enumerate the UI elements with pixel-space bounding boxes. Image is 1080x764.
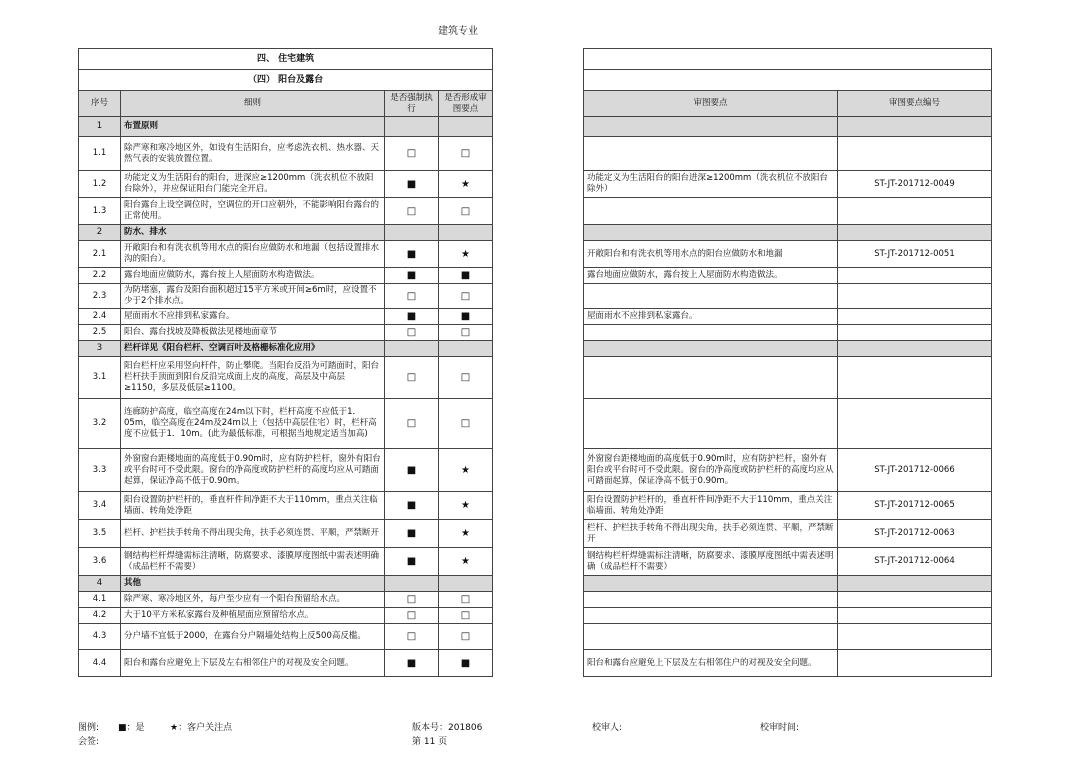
review-point-code <box>838 399 992 449</box>
table-row <box>79 137 493 171</box>
review-point-text: 功能定义为生活阳台的阳台进深≥1200mm（洗衣机位不放阳台除外） <box>584 171 838 198</box>
review-row <box>584 608 992 624</box>
review-point-text <box>584 399 838 449</box>
review-row <box>584 357 992 399</box>
table-row <box>79 309 493 325</box>
item-mandatory-mark: ■ <box>385 650 439 677</box>
table-row <box>79 608 493 624</box>
item-mandatory-mark: ■ <box>385 268 439 284</box>
review-point-text: 钢结构栏杆焊缝需标注清晰，防腐要求、漆膜厚度图纸中需表述明确（成品栏杆不需要） <box>584 548 838 576</box>
section-row <box>79 117 493 137</box>
section-number: 2 <box>79 225 121 241</box>
right-blank-subtitle <box>584 70 992 91</box>
item-mandatory-mark: □ <box>385 608 439 624</box>
section-title-cell: 防水、排水 <box>121 225 385 241</box>
review-point-text: 栏杆、护栏扶手转角不得出现尖角，扶手必须连贯、平顺，严禁断开 <box>584 520 838 548</box>
item-review-mark: □ <box>439 624 493 650</box>
item-rule-text: 除严寒、寒冷地区外，每户至少应有一个阳台预留给水点。 <box>121 592 385 608</box>
item-number: 1.2 <box>79 171 121 198</box>
item-review-mark: □ <box>439 592 493 608</box>
item-rule-text: 除严寒和寒冷地区外，如设有生活阳台，应考虑洗衣机、热水器、天然气表的安装放置位置。 <box>121 137 385 171</box>
table-row <box>79 268 493 284</box>
item-review-mark: ★ <box>439 241 493 268</box>
section-row <box>79 225 493 241</box>
table-row <box>79 357 493 399</box>
subsection-title: （四） 阳台及露台 <box>79 70 493 91</box>
review-row <box>584 198 992 225</box>
item-review-mark: □ <box>439 284 493 309</box>
legend-label: 图例: <box>78 723 100 733</box>
table-row <box>79 325 493 341</box>
review-row <box>584 171 992 198</box>
item-number: 3.5 <box>79 520 121 548</box>
table-row <box>79 399 493 449</box>
item-review-mark: ■ <box>439 650 493 677</box>
countersign-label: 会签: <box>78 737 100 747</box>
item-mandatory-mark: ■ <box>385 492 439 520</box>
page-number: 第 11 页 <box>412 737 448 747</box>
review-point-text <box>584 325 838 341</box>
item-number: 3.6 <box>79 548 121 576</box>
item-number: 2.2 <box>79 268 121 284</box>
col-header-mandatory: 是否强制执行 <box>385 91 439 117</box>
review-point-text <box>584 357 838 399</box>
item-rule-text: 分户墙不宜低于2000，在露台分户隔墙处结构上反500高反槛。 <box>121 624 385 650</box>
item-mandatory-mark: □ <box>385 137 439 171</box>
item-review-mark: ★ <box>439 520 493 548</box>
section-blank-mandatory <box>385 576 439 592</box>
item-review-mark: □ <box>439 399 493 449</box>
section-title-cell: 其他 <box>121 576 385 592</box>
item-rule-text: 钢结构栏杆焊缝需标注清晰，防腐要求、漆膜厚度图纸中需表述明确（成品栏杆不需要） <box>121 548 385 576</box>
item-review-mark: ★ <box>439 492 493 520</box>
item-number: 4.4 <box>79 650 121 677</box>
table-row <box>79 548 493 576</box>
item-rule-text: 为防堵塞，露台及阳台面积超过15平方米或开间≥6m时，应设置不少于2个排水点。 <box>121 284 385 309</box>
table-row <box>79 284 493 309</box>
table-row <box>79 449 493 492</box>
table-row <box>79 592 493 608</box>
section-row <box>79 341 493 357</box>
item-number: 3.1 <box>79 357 121 399</box>
review-row <box>584 650 992 677</box>
item-review-mark: □ <box>439 608 493 624</box>
table-row <box>79 520 493 548</box>
review-row <box>584 137 992 171</box>
item-number: 3.4 <box>79 492 121 520</box>
item-mandatory-mark: ■ <box>385 520 439 548</box>
item-review-mark: ★ <box>439 548 493 576</box>
item-rule-text: 阳台栏杆应采用竖向杆件，防止攀爬。当阳台反沿为可踏面时，阳台栏杆扶手顶面到阳台反沿完成面上皮的高度，高层及中高层≥1150，多层及低层≥1100。 <box>121 357 385 399</box>
section-blank-review <box>439 225 493 241</box>
item-rule-text: 阳台设置防护栏杆的，垂直杆件间净距不大于110mm，重点关注临墙面、转角处净距 <box>121 492 385 520</box>
item-rule-text: 大于10平方米私家露台及种植屋面应预留给水点。 <box>121 608 385 624</box>
review-point-code <box>838 309 992 325</box>
item-review-mark: □ <box>439 198 493 225</box>
section-blank-review <box>439 341 493 357</box>
legend-mandatory: ■：是 <box>118 723 145 733</box>
review-point-text: 屋面雨水不应排到私家露台。 <box>584 309 838 325</box>
right-section-blank-point <box>584 576 838 592</box>
section-title: 四、 住宅建筑 <box>79 49 493 70</box>
review-point-code <box>838 650 992 677</box>
review-row <box>584 268 992 284</box>
section-blank-review <box>439 117 493 137</box>
review-point-text <box>584 284 838 309</box>
section-number: 3 <box>79 341 121 357</box>
item-rule-text: 屋面雨水不应排到私家露台。 <box>121 309 385 325</box>
item-review-mark: □ <box>439 357 493 399</box>
review-point-code: ST-JT-201712-0063 <box>838 520 992 548</box>
review-row <box>584 520 992 548</box>
item-mandatory-mark: □ <box>385 399 439 449</box>
section-number: 4 <box>79 576 121 592</box>
col-header-no: 序号 <box>79 91 121 117</box>
item-mandatory-mark: □ <box>385 357 439 399</box>
review-point-code <box>838 284 992 309</box>
review-point-code: ST-JT-201712-0065 <box>838 492 992 520</box>
item-review-mark: □ <box>439 325 493 341</box>
review-point-text: 阳台设置防护栏杆的，垂直杆件间净距不大于110mm，重点关注临墙面、转角处净距 <box>584 492 838 520</box>
version-number: 版本号：201806 <box>412 723 483 733</box>
table-row <box>79 492 493 520</box>
table-row <box>79 198 493 225</box>
item-review-mark: ■ <box>439 268 493 284</box>
item-number: 2.3 <box>79 284 121 309</box>
review-point-code <box>838 592 992 608</box>
review-row <box>584 592 992 608</box>
item-mandatory-mark: ■ <box>385 449 439 492</box>
review-point-code: ST-JT-201712-0051 <box>838 241 992 268</box>
review-point-code <box>838 198 992 225</box>
section-blank-mandatory <box>385 341 439 357</box>
review-point-text: 阳台和露台应避免上下层及左右相邻住户的对视及安全问题。 <box>584 650 838 677</box>
item-review-mark: ★ <box>439 449 493 492</box>
item-mandatory-mark: ■ <box>385 241 439 268</box>
review-point-code <box>838 268 992 284</box>
review-row <box>584 449 992 492</box>
section-row <box>79 576 493 592</box>
section-blank-review <box>439 576 493 592</box>
review-row <box>584 399 992 449</box>
document-header-label: 建筑专业 <box>438 26 478 37</box>
item-review-mark: ★ <box>439 171 493 198</box>
item-number: 1.1 <box>79 137 121 171</box>
table-row <box>79 624 493 650</box>
section-blank-mandatory <box>385 117 439 137</box>
item-number: 4.2 <box>79 608 121 624</box>
item-rule-text: 外窗窗台距楼地面的高度低于0.90m时，应有防护栏杆，窗外有阳台或平台时可不受此限。窗台的净高度或防护栏杆的高度均应从可踏面起算，保证净高不低于0.90m。 <box>121 449 385 492</box>
review-row <box>584 325 992 341</box>
review-row <box>584 548 992 576</box>
right-section-blank-point <box>584 117 838 137</box>
section-number: 1 <box>79 117 121 137</box>
right-section-blank-code <box>838 117 992 137</box>
item-rule-text: 阳台和露台应避免上下层及左右相邻住户的对视及安全问题。 <box>121 650 385 677</box>
review-row <box>584 624 992 650</box>
reviewer-label: 校审人: <box>592 723 623 733</box>
review-point-text <box>584 592 838 608</box>
item-mandatory-mark: ■ <box>385 309 439 325</box>
table-row <box>79 650 493 677</box>
item-rule-text: 阳台、露台找坡及降板做法见楼地面章节 <box>121 325 385 341</box>
legend-focus: ★：客户关注点 <box>170 723 233 733</box>
review-point-code: ST-JT-201712-0064 <box>838 548 992 576</box>
section-title-cell: 栏杆详见《阳台栏杆、空调百叶及格栅标准化应用》 <box>121 341 385 357</box>
review-point-text: 外窗窗台距楼地面的高度低于0.90m时，应有防护栏杆，窗外有阳台或平台时可不受此限。窗台的净高度或防护栏杆的高度均应从可踏面起算，保证净高不低于0.90m。 <box>584 449 838 492</box>
item-number: 2.1 <box>79 241 121 268</box>
review-row <box>584 309 992 325</box>
review-point-text: 露台地面应做防水，露台按上人屋面防水构造做法。 <box>584 268 838 284</box>
item-number: 4.1 <box>79 592 121 608</box>
review-point-code <box>838 624 992 650</box>
item-number: 3.2 <box>79 399 121 449</box>
item-rule-text: 开敞阳台和有洗衣机等用水点的阳台应做防水和地漏（包括设置排水沟的阳台）。 <box>121 241 385 268</box>
review-point-code <box>838 325 992 341</box>
right-section-blank-code <box>838 341 992 357</box>
review-point-code <box>838 137 992 171</box>
item-rule-text: 阳台露台上设空调位时，空调位的开口应朝外，不能影响阳台露台的正常使用。 <box>121 198 385 225</box>
item-mandatory-mark: □ <box>385 198 439 225</box>
item-mandatory-mark: □ <box>385 284 439 309</box>
col-header-point: 审图要点 <box>584 91 838 117</box>
review-row <box>584 241 992 268</box>
item-number: 2.4 <box>79 309 121 325</box>
item-mandatory-mark: □ <box>385 592 439 608</box>
item-mandatory-mark: □ <box>385 624 439 650</box>
review-points-table <box>583 48 992 677</box>
item-rule-text: 连廊防护高度，临空高度在24m以下时，栏杆高度不应低于1．05m，临空高度在24m及24m以上（包括中高层住宅）时，栏杆高度不应低于1．10m。(此为最低标准，可根据当地规定适当加高) <box>121 399 385 449</box>
item-rule-text: 露台地面应做防水，露台按上人屋面防水构造做法。 <box>121 268 385 284</box>
review-point-code: ST-JT-201712-0049 <box>838 171 992 198</box>
table-row <box>79 241 493 268</box>
review-row <box>584 492 992 520</box>
item-rule-text: 栏杆、护栏扶手转角不得出现尖角，扶手必须连贯、平顺，严禁断开 <box>121 520 385 548</box>
review-point-code <box>838 608 992 624</box>
review-point-text <box>584 137 838 171</box>
item-number: 1.3 <box>79 198 121 225</box>
right-section-blank-point <box>584 341 838 357</box>
item-number: 3.3 <box>79 449 121 492</box>
right-blank-title <box>584 49 992 70</box>
col-header-rule: 细则 <box>121 91 385 117</box>
item-number: 4.3 <box>79 624 121 650</box>
rules-table <box>78 48 493 677</box>
review-point-code: ST-JT-201712-0066 <box>838 449 992 492</box>
review-point-text <box>584 608 838 624</box>
review-time-label: 校审时间: <box>760 723 800 733</box>
item-review-mark: □ <box>439 137 493 171</box>
col-header-code: 审图要点编号 <box>838 91 992 117</box>
review-point-text: 开敞阳台和有洗衣机等用水点的阳台应做防水和地漏 <box>584 241 838 268</box>
review-point-text <box>584 198 838 225</box>
section-title-cell: 布置原则 <box>121 117 385 137</box>
item-rule-text: 功能定义为生活阳台的阳台，进深应≥1200mm（洗衣机位不放阳台除外），并应保证阳台门能完全开启。 <box>121 171 385 198</box>
right-section-blank-code <box>838 576 992 592</box>
item-mandatory-mark: ■ <box>385 171 439 198</box>
right-section-blank-point <box>584 225 838 241</box>
item-review-mark: ■ <box>439 309 493 325</box>
col-header-review-point: 是否形成审图要点 <box>439 91 493 117</box>
section-blank-mandatory <box>385 225 439 241</box>
item-mandatory-mark: ■ <box>385 548 439 576</box>
table-row <box>79 171 493 198</box>
item-number: 2.5 <box>79 325 121 341</box>
review-point-text <box>584 624 838 650</box>
item-mandatory-mark: □ <box>385 325 439 341</box>
review-point-code <box>838 357 992 399</box>
review-row <box>584 284 992 309</box>
right-section-blank-code <box>838 225 992 241</box>
